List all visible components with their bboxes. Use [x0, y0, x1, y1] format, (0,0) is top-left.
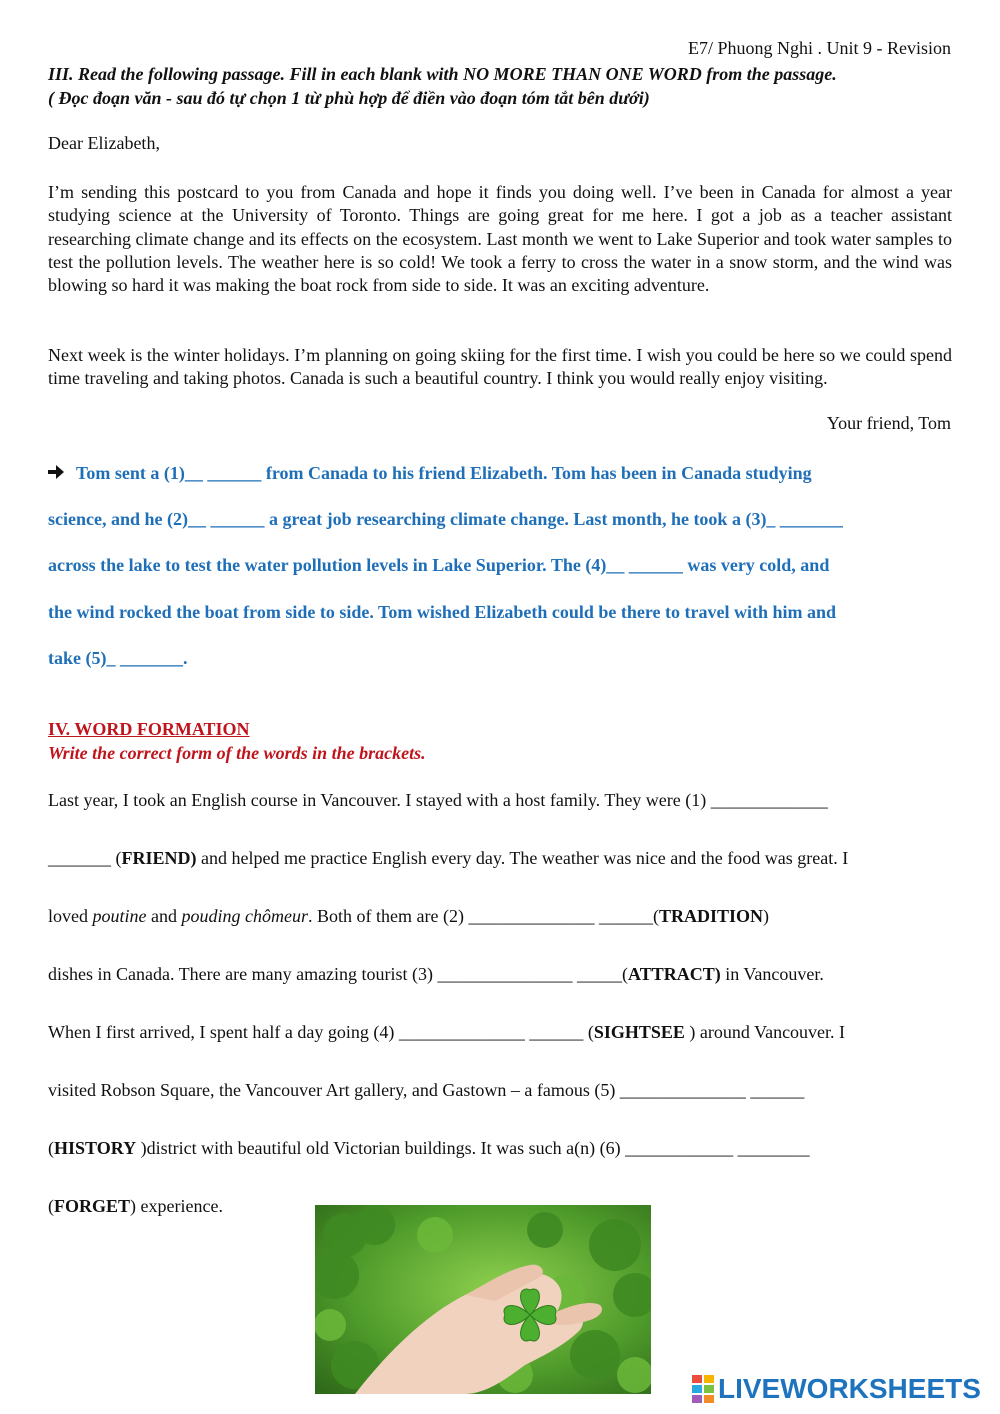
- liveworksheets-logo: [692, 1373, 981, 1405]
- keyword-friend: FRIEND): [121, 848, 197, 868]
- line-8-text-c: ) experience.: [130, 1196, 223, 1216]
- line-4-text-c: in Vancouver.: [720, 964, 824, 984]
- line-3-text-g: ): [762, 906, 769, 926]
- line-4-text-a: dishes in Canada. There are many amazing tourist (3) _______________ _____(: [48, 964, 629, 984]
- summary-line-4: the wind rocked the boat from side to side. Tom wished Elizabeth could be there to travel with him and: [48, 602, 837, 622]
- line-2-text: and helped me practice English every day. The weather was nice and the food was great. I: [196, 848, 849, 868]
- logo-blocks-icon: [692, 1375, 714, 1403]
- summary-line-5: take (5)_ _______.: [48, 648, 188, 668]
- summary-text-1: Tom sent a (1)__ ______ from Canada to his friend Elizabeth. Tom has been in Canada studying: [76, 463, 812, 483]
- blank-1-cont: _______ (: [48, 848, 122, 868]
- logo-text: LIVEWORKSHEETS: [718, 1373, 981, 1404]
- summary-line-3: across the lake to test the water pollution levels in Lake Superior. The (4)__ ______ was very cold, and: [48, 555, 830, 575]
- line-3-text-a: loved: [48, 906, 93, 926]
- right-arrow-icon: [48, 463, 64, 484]
- line-3-text-e: . Both of them are (2) ______________ ______(: [307, 906, 659, 926]
- word-formation-line-1: Last year, I took an English course in Vancouver. I stayed with a host family. They were (1) _____________: [48, 790, 828, 810]
- summary-line-2: science, and he (2)__ ______ a great job researching climate change. Last month, he took a (3)_ _______: [48, 509, 843, 529]
- word-formation-line-7: [48, 1138, 810, 1159]
- word-formation-line-5: [48, 1022, 845, 1043]
- letter-signoff: Your friend, Tom: [826, 413, 951, 433]
- word-formation-line-4: [48, 964, 824, 985]
- line-5-text-a: When I first arrived, I spent half a day going (4) ______________ ______ (: [48, 1022, 594, 1042]
- instruction-vietnamese: ( Đọc đoạn văn - sau đó tự chọn 1 từ phù hợp để điền vào đoạn tóm tắt bên dưới): [48, 88, 650, 108]
- word-formation-line-2: [48, 848, 848, 869]
- line-8-text-a: (: [48, 1196, 54, 1216]
- section4-title: IV. WORD FORMATION: [48, 719, 250, 739]
- line-7-text-c: )district with beautiful old Victorian buildings. It was such a(n) (6) ____________ ________: [136, 1138, 810, 1158]
- summary-line-1: [48, 463, 952, 484]
- dish-pouding-chomeur: pouding chômeur: [181, 906, 308, 926]
- instruction-english: III. Read the following passage. Fill in each blank with NO MORE THAN ONE WORD from the passage.: [48, 64, 837, 84]
- keyword-tradition: TRADITION: [658, 906, 763, 926]
- keyword-history: HISTORY: [54, 1138, 137, 1158]
- keyword-attract: ATTRACT): [628, 964, 721, 984]
- line-3-text-c: and: [146, 906, 182, 926]
- word-formation-line-6: visited Robson Square, the Vancouver Art gallery, and Gastown – a famous (5) ______________ ______: [48, 1080, 805, 1100]
- word-formation-line-8: [48, 1196, 223, 1217]
- letter-paragraph-2: Next week is the winter holidays. I’m planning on going skiing for the first time. I wish you could be here so we could spend time traveling and taking photos. Canada is such a beautiful country. I think you would really enjoy visiting.: [48, 345, 952, 389]
- clover-hand-image: [315, 1205, 651, 1394]
- page-header: E7/ Phuong Nghi . Unit 9 - Revision: [687, 38, 951, 58]
- letter-paragraph-1: I’m sending this postcard to you from Canada and hope it finds you doing well. I’ve been in Canada for almost a year studying science at the University of Toronto. Things are going great for me here. I got a job as a teacher assistant researching climate change and its effects on the ecosystem. Last month we went to Lake Superior and took water samples to test the pollution levels. The weather here is so cold! We took a ferry to cross the water in a snow storm, and the wind was blowing so hard it was making the boat rock from side to side. It was an exciting adventure.: [48, 182, 952, 296]
- line-5-text-c: ) around Vancouver. I: [684, 1022, 846, 1042]
- line-7-text-a: (: [48, 1138, 54, 1158]
- letter-greeting: Dear Elizabeth,: [48, 133, 160, 153]
- section4-subtitle: Write the correct form of the words in the brackets.: [48, 743, 426, 763]
- dish-poutine: poutine: [92, 906, 147, 926]
- keyword-forget: FORGET: [54, 1196, 131, 1216]
- section3-instruction: [48, 62, 952, 110]
- word-formation-line-3: [48, 906, 769, 927]
- keyword-sightsee: SIGHTSEE: [593, 1022, 685, 1042]
